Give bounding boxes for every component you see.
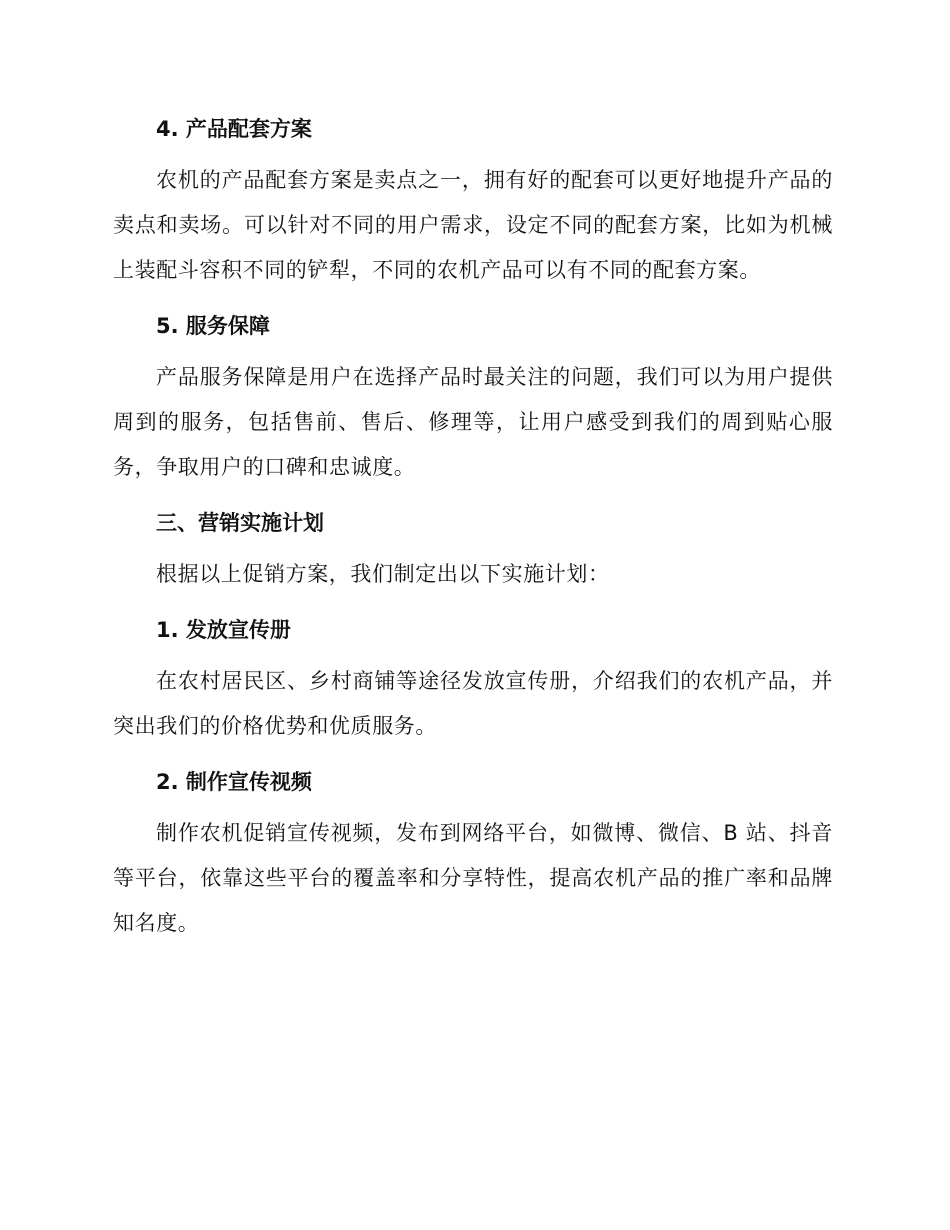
section-heading-marketing-plan: 三、营销实施计划 — [156, 511, 324, 535]
section-heading-product-bundle: 4. 产品配套方案 — [156, 117, 312, 141]
section-paragraph-brochures: 在农村居民区、乡村商铺等途径发放宣传册，介绍我们的农机产品，并突出我们的价格优势和优质服务。 — [113, 669, 833, 738]
section-heading-promo-video: 2. 制作宣传视频 — [156, 770, 312, 794]
section-heading-service-guarantee: 5. 服务保障 — [156, 314, 270, 338]
document-body — [113, 112, 833, 946]
section-paragraph-marketing-plan: 根据以上促销方案，我们制定出以下实施计划： — [156, 562, 610, 586]
section-paragraph-service-guarantee: 产品服务保障是用户在选择产品时最关注的问题，我们可以为用户提供周到的服务，包括售前、售后、修理等，让用户感受到我们的周到贴心服务，争取用户的口碑和忠诚度。 — [113, 365, 833, 479]
section-paragraph-promo-video: 制作农机促销宣传视频，发布到网络平台，如微博、微信、B 站、抖音等平台，依靠这些平台的覆盖率和分享特性，提高农机产品的推广率和品牌知名度。 — [113, 821, 833, 935]
section-heading-brochures: 1. 发放宣传册 — [156, 618, 291, 642]
section-paragraph-product-bundle: 农机的产品配套方案是卖点之一，拥有好的配套可以更好地提升产品的卖点和卖场。可以针对不同的用户需求，设定不同的配套方案，比如为机械上装配斗容积不同的铲犁，不同的农机产品可以有不同的配套方案。 — [113, 168, 833, 282]
